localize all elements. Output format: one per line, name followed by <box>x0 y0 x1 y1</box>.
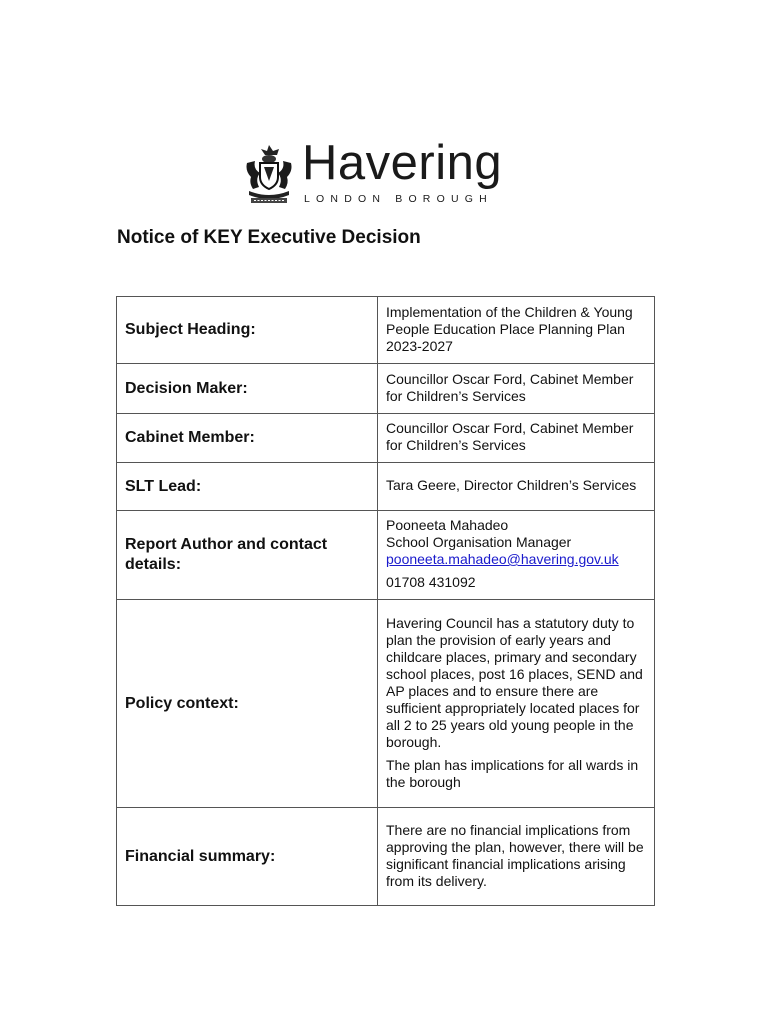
decision-maker-label: Decision Maker: <box>117 364 378 414</box>
borough-crest-icon <box>243 143 295 205</box>
table-row <box>117 600 655 808</box>
policy-context-label: Policy context: <box>117 600 378 808</box>
financial-summary-label: Financial summary: <box>117 808 378 906</box>
cabinet-member-label: Cabinet Member: <box>117 414 378 463</box>
table-row <box>117 808 655 906</box>
cabinet-member-text: Councillor Oscar Ford, Cabinet Member for Children’s Services <box>386 420 634 453</box>
author-role: School Organisation Manager <box>386 534 572 550</box>
policy-paragraph-2: The plan has implications for all wards in the borough <box>386 756 639 790</box>
policy-context-value <box>378 600 655 808</box>
cabinet-member-value <box>378 414 655 463</box>
decision-maker-text: Councillor Oscar Ford, Cabinet Member for Children’s Services <box>386 370 634 404</box>
report-author-value <box>378 511 655 600</box>
havering-logo <box>243 136 528 208</box>
decision-table <box>116 296 655 906</box>
author-email-link[interactable]: pooneeta.mahadeo@havering.gov.uk <box>386 551 619 567</box>
table-row <box>117 297 655 364</box>
table-row <box>117 364 655 414</box>
brand-subtitle: LONDON BOROUGH <box>304 193 493 205</box>
subject-label: Subject Heading: <box>117 297 378 364</box>
policy-paragraph-1: Havering Council has a statutory duty to plan the provision of early years and childcare places, primary and secondary school places, post 16 places, SEND and AP places and to ensure there are sufficient appropriately located places for all 2 to 25 years old young people in the borough. <box>386 614 643 750</box>
author-name: Pooneeta Mahadeo <box>386 517 509 533</box>
decision-maker-value <box>378 364 655 414</box>
financial-summary-text: There are no financial implications from approving the plan, however, there will be significant financial implications arising from its delivery. <box>386 821 644 889</box>
table-row <box>117 414 655 463</box>
subject-text: Implementation of the Children & Young People Education Place Planning Plan 2023-2027 <box>386 303 633 354</box>
table-row <box>117 463 655 511</box>
author-phone: 01708 431092 <box>386 574 476 590</box>
slt-lead-label: SLT Lead: <box>117 463 378 511</box>
report-author-label: Report Author and contact details: <box>117 511 378 600</box>
slt-lead-text: Tara Geere, Director Children’s Services <box>386 477 637 493</box>
financial-summary-value <box>378 808 655 906</box>
slt-lead-value <box>378 463 655 511</box>
subject-value <box>378 297 655 364</box>
brand-name: Havering <box>302 136 503 190</box>
table-row <box>117 511 655 600</box>
page-title: Notice of KEY Executive Decision <box>117 227 421 248</box>
